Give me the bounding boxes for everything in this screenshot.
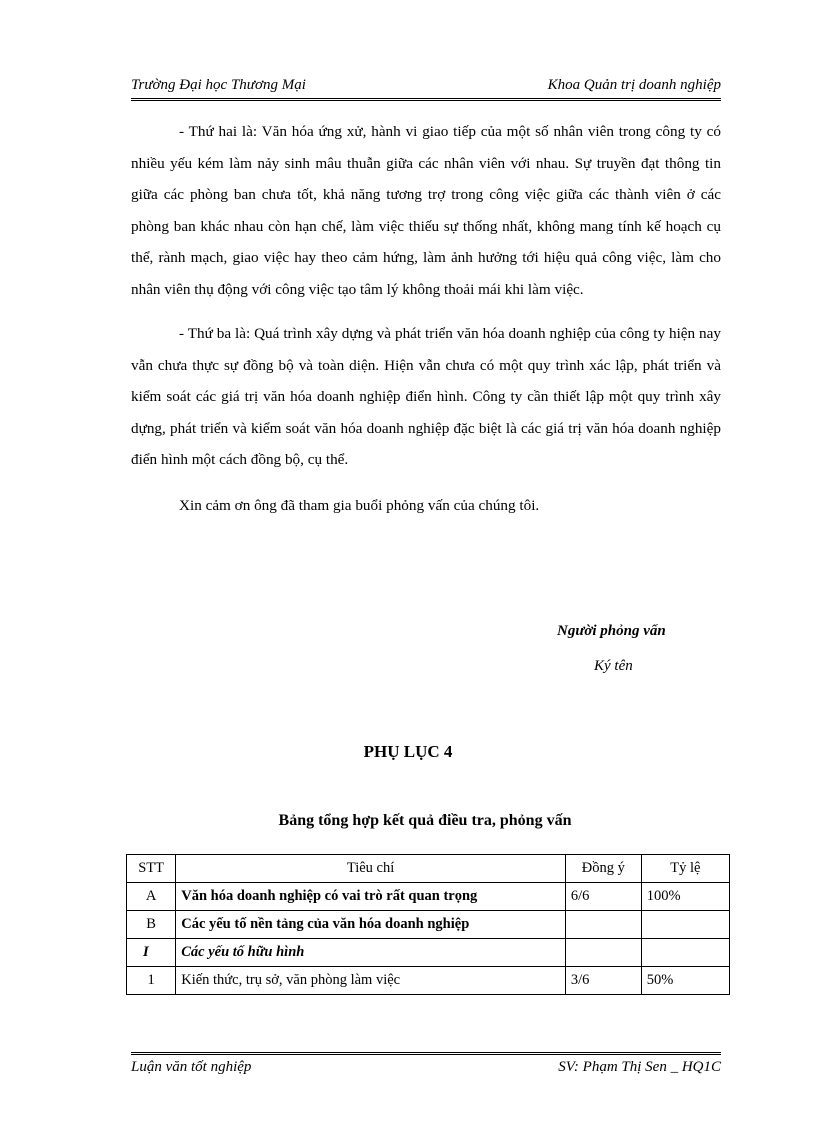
paragraph-thanks: Xin cảm ơn ông đã tham gia buổi phỏng vấn của chúng tôi.	[179, 496, 540, 514]
cell-stt: I	[127, 939, 176, 967]
paragraph-second-point: - Thứ hai là: Văn hóa ứng xử, hành vi giao tiếp của một số nhân viên trong công ty có nhiều yếu kém làm nảy sinh mâu thuẫn giữa các nhân viên với nhau. Sự truyền đạt thông tin giữa các phòng ban chưa tốt, khả năng tương trợ trong công việc giữa các thành viên ở các phòng ban khác nhau còn hạn chế, làm việc thiếu sự thống nhất, không mang tính kế hoạch cụ thể, rành mạch, giao việc hay theo cảm hứng, làm ảnh hưởng tới hiệu quả công việc, làm cho nhân viên thụ động với công việc tạo tâm lý không thoải mái khi làm việc.	[131, 123, 721, 298]
column-header-criterion: Tiêu chí	[176, 855, 566, 883]
footer-doc-type: Luận văn tốt nghiệp	[131, 1059, 252, 1075]
column-header-stt: STT	[127, 855, 176, 883]
page-footer	[131, 1052, 721, 1077]
cell-ratio	[641, 939, 729, 967]
cell-criterion: Các yếu tố hữu hình	[176, 939, 566, 967]
cell-criterion: Kiến thức, trụ sở, văn phòng làm việc	[176, 967, 566, 995]
cell-agree: 3/6	[565, 967, 641, 995]
appendix-title: PHỤ LỤC 4	[363, 742, 453, 761]
cell-stt: B	[127, 911, 176, 939]
results-table	[126, 854, 730, 995]
table-row	[127, 883, 730, 911]
cell-stt: A	[127, 883, 176, 911]
table-header-row	[127, 855, 730, 883]
signature-subtitle: Ký tên	[594, 658, 633, 674]
table-title: Bảng tổng hợp kết quả điều tra, phỏng vấn	[278, 812, 572, 829]
cell-ratio: 100%	[641, 883, 729, 911]
column-header-agree: Đồng ý	[565, 855, 641, 883]
cell-ratio: 50%	[641, 967, 729, 995]
cell-criterion: Các yếu tố nền tảng của văn hóa doanh nghiệp	[176, 911, 566, 939]
footer-student: SV: Phạm Thị Sen _ HQ1C	[558, 1059, 721, 1075]
signature-title: Người phỏng vấn	[557, 623, 666, 639]
column-header-ratio: Tỷ lệ	[641, 855, 729, 883]
cell-agree	[565, 939, 641, 967]
cell-ratio	[641, 911, 729, 939]
cell-agree	[565, 911, 641, 939]
table-row	[127, 911, 730, 939]
paragraph-third-point: - Thứ ba là: Quá trình xây dựng và phát triển văn hóa doanh nghiệp của công ty hiện nay vẫn chưa thực sự đồng bộ và toàn diện. Hiện vẫn chưa có một quy trình xác lập, phát triển và kiểm soát các giá trị văn hóa doanh nghiệp điển hình. Công ty cần thiết lập một quy trình xây dựng, phát triển và kiểm soát văn hóa doanh nghiệp đặc biệt là các giá trị văn hóa doanh nghiệp điển hình một cách đồng bộ, cụ thể.	[131, 325, 721, 468]
body-text	[131, 116, 721, 521]
cell-agree: 6/6	[565, 883, 641, 911]
table-row	[127, 967, 730, 995]
table-row	[127, 939, 730, 967]
header-faculty: Khoa Quản trị doanh nghiệp	[547, 77, 721, 93]
page-header	[131, 76, 721, 101]
cell-stt: 1	[127, 967, 176, 995]
cell-criterion: Văn hóa doanh nghiệp có vai trò rất quan trọng	[176, 883, 566, 911]
header-school: Trường Đại học Thương Mại	[131, 77, 306, 93]
